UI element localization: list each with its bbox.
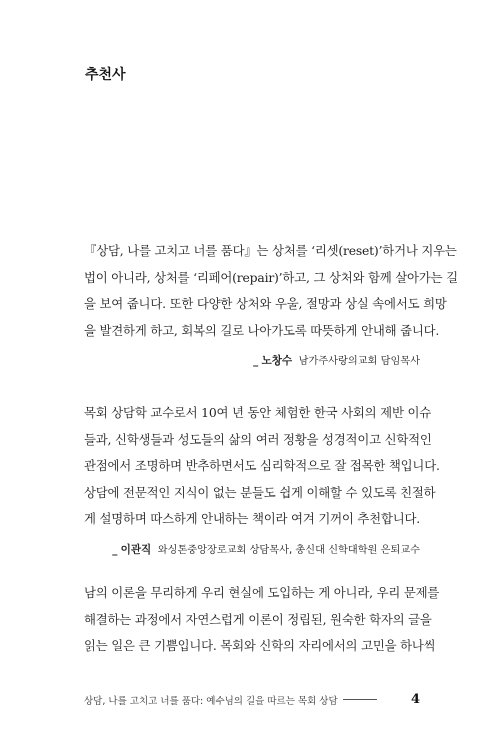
recommendation-1-text — [84, 238, 458, 344]
section-heading: 추천사 — [85, 67, 126, 83]
recommender-title: 와싱톤중앙장로교회 상담목사, 총신대 신학대학원 은퇴교수 — [157, 544, 420, 556]
text-line: 게 설명하며 따스하게 안내하는 책이라 여겨 기꺼이 추천합니다. — [84, 511, 420, 526]
recommender-name: 이관직 — [120, 543, 152, 556]
text-line: 『상담, 나를 고치고 너를 품다』는 상처를 ‘리셋(reset)’하거나 지우는 — [84, 243, 457, 258]
running-title: 상담, 나를 고치고 너를 품다: 예수님의 길을 따르는 목회 상담 — [84, 695, 338, 707]
recommender-name: 노창수 — [261, 355, 293, 367]
text-line: 해결하는 과정에서 자연스럽게 이론이 정립된, 원숙한 학자의 글을 — [84, 611, 432, 627]
recommendation-2 — [84, 400, 440, 557]
text-line: 목회 상담학 교수로서 10여 년 동안 체험한 한국 사회의 제반 이슈 — [84, 405, 431, 420]
recommender-signature-1 — [84, 352, 420, 368]
recommendation-2-text — [84, 400, 440, 533]
text-line: 을 발견하게 하고, 회복의 길로 나아가도록 따뜻하게 안내해 줍니다. — [84, 322, 440, 338]
recommendation-1 — [84, 238, 458, 368]
signature-dash: _ — [112, 544, 118, 556]
text-line: 법이 아니라, 상처를 ‘리페어(repair)’하고, 그 상처와 함께 살아가는 길 — [84, 269, 458, 285]
footer-rule — [343, 699, 377, 700]
text-line: 들과, 신학생들과 성도들의 삶의 여러 정황을 성경적이고 신학적인 — [84, 431, 432, 447]
text-line: 관점에서 조명하며 반추하면서도 심리학적으로 잘 접목한 책입니다. — [84, 458, 440, 473]
recommendation-3 — [84, 580, 440, 660]
recommendation-3-text — [84, 580, 440, 660]
text-line: 상담에 전문적인 지식이 없는 분들도 쉽게 이해할 수 있도록 친절하 — [84, 484, 436, 500]
text-line: 읽는 일은 큰 기쁨입니다. 목회와 신학의 자리에서의 고민을 하나씩 — [84, 638, 436, 653]
page-footer — [84, 692, 420, 707]
recommender-signature-2 — [84, 541, 420, 557]
page-number: 4 — [410, 692, 420, 707]
text-line: 을 보여 줍니다. 또한 다양한 상처와 우울, 절망과 상실 속에서도 희망 — [84, 296, 447, 311]
text-line: 남의 이론을 무리하게 우리 현실에 도입하는 게 아니라, 우리 문제를 — [84, 585, 440, 600]
recommender-title: 남가주사랑의교회 담임목사 — [298, 356, 420, 367]
signature-dash: _ — [253, 356, 259, 367]
